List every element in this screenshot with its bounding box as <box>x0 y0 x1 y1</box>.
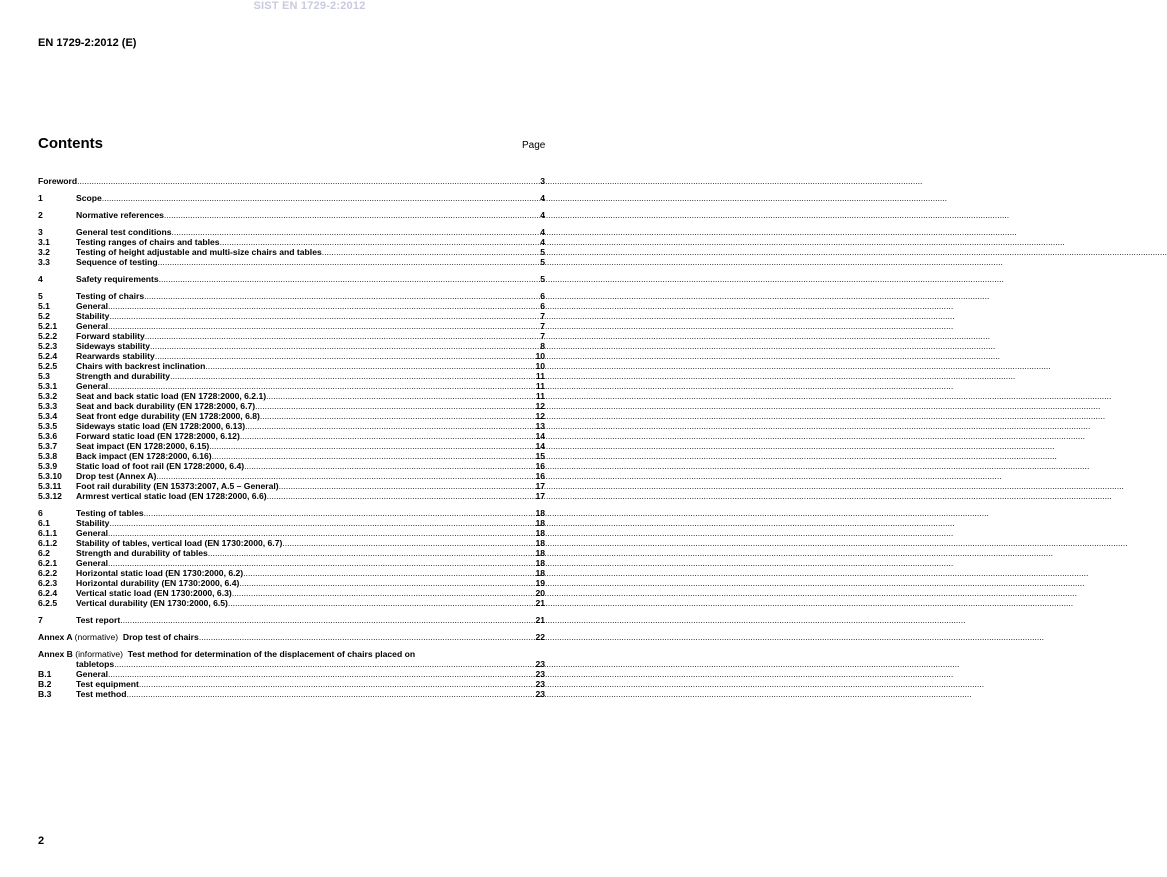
toc-entry-number: B.2 <box>38 679 52 689</box>
toc-entry-number: 5.3 <box>38 371 50 381</box>
toc-entry-title: Drop test (Annex A) <box>76 471 157 481</box>
toc-entry-title: Annex A (normative) Drop test of chairs <box>38 632 199 642</box>
toc-entry-title: Test report <box>76 615 121 625</box>
toc-entry-page: 18 <box>535 568 545 578</box>
toc-leader-dots <box>243 568 535 578</box>
toc-entry[interactable] <box>38 518 545 528</box>
toc-entry[interactable] <box>38 381 545 391</box>
toc-entry-page: 14 <box>535 431 545 441</box>
toc-entry-number: 1 <box>38 193 43 203</box>
toc-entry[interactable] <box>38 371 545 381</box>
toc-entry-number: 3 <box>38 227 43 237</box>
toc-entry-number: 5.3.6 <box>38 431 58 441</box>
toc-entry-title: Seat front edge durability (EN 1728:2000, 6.8) <box>76 411 260 421</box>
toc-entry[interactable] <box>38 598 545 608</box>
toc-entry-number: 2 <box>38 210 43 220</box>
toc-leader-dots <box>220 237 541 247</box>
toc-leader-dots <box>279 481 536 491</box>
toc-entry-title: Static load of foot rail (EN 1728:2000, 6.4) <box>76 461 245 471</box>
toc-entry-number: 6.2.4 <box>38 588 58 598</box>
toc-entry-number: 6.2.5 <box>38 598 58 608</box>
toc-entry[interactable] <box>38 548 545 558</box>
toc-entry-page: 16 <box>535 471 545 481</box>
toc-entry-page: 7 <box>540 321 545 331</box>
toc-entry-number: 5.3.5 <box>38 421 58 431</box>
toc-entry-title: Stability <box>76 518 110 528</box>
toc-entry-number: B.1 <box>38 669 52 679</box>
toc-entry-page: 8 <box>540 341 545 351</box>
toc-leader-dots <box>158 257 541 267</box>
toc-entry-page: 4 <box>540 237 545 247</box>
toc-leader-dots <box>108 301 540 311</box>
toc-entry-page: 21 <box>535 598 545 608</box>
toc-entry[interactable] <box>38 193 545 203</box>
toc-leader-dots <box>108 381 536 391</box>
toc-entry[interactable] <box>38 227 545 237</box>
toc-entry[interactable] <box>38 257 545 267</box>
toc-entry-number: 5.2.4 <box>38 351 58 361</box>
toc-entry-title: Strength and durability <box>76 371 171 381</box>
toc-leader-dots <box>164 210 540 220</box>
page-number: 2 <box>38 835 45 847</box>
toc-entry-title: General test conditions <box>76 227 172 237</box>
toc-entry[interactable] <box>38 451 545 461</box>
toc-entry[interactable] <box>38 568 545 578</box>
toc-entry-title: Seat and back static load (EN 1728:2000, 6.2.1) <box>76 391 267 401</box>
toc-entry[interactable] <box>38 528 545 538</box>
toc-entry-page: 10 <box>535 361 545 371</box>
toc-entry-page: 17 <box>535 481 545 491</box>
toc-entry-page: 18 <box>535 558 545 568</box>
document-id: EN 1729-2:2012 (E) <box>38 37 137 49</box>
toc-leader-dots <box>209 441 535 451</box>
toc-entry-number: 5.3.10 <box>38 471 62 481</box>
table-of-contents <box>38 176 545 699</box>
toc-leader-dots <box>170 371 536 381</box>
toc-entry-title: Stability <box>76 311 110 321</box>
toc-entry-number: 5.3.3 <box>38 401 58 411</box>
toc-entry-title: Seat impact (EN 1728:2000, 6.15) <box>76 441 210 451</box>
toc-leader-dots <box>108 321 540 331</box>
toc-entry-title: Sideways stability <box>76 341 151 351</box>
toc-entry-title: Testing of chairs <box>76 291 145 301</box>
toc-entry-title: Normative references <box>76 210 164 220</box>
toc-entry[interactable] <box>38 291 545 301</box>
toc-entry-title: Scope <box>76 193 102 203</box>
toc-entry-number: 5.3.9 <box>38 461 58 471</box>
toc-leader-dots <box>244 461 535 471</box>
toc-entry-number: 7 <box>38 615 43 625</box>
toc-leader-dots <box>77 176 540 186</box>
toc-entry-page: 18 <box>535 538 545 548</box>
toc-entry[interactable] <box>38 311 545 321</box>
toc-leader-dots <box>239 578 535 588</box>
toc-entry-title: Sideways static load (EN 1728:2000, 6.13) <box>76 421 246 431</box>
toc-entry-title: Testing of height adjustable and multi-size chairs and tables <box>76 247 322 257</box>
toc-leader-dots <box>108 669 535 679</box>
toc-entry[interactable] <box>38 351 545 361</box>
toc-entry-title: Test method <box>76 689 127 699</box>
toc-entry-page: 18 <box>535 548 545 558</box>
toc-entry-number: 6 <box>38 508 43 518</box>
toc-entry[interactable] <box>38 578 545 588</box>
toc-entry-title: Forward static load (EN 1728:2000, 6.12) <box>76 431 240 441</box>
toc-entry-title: Horizontal durability (EN 1730:2000, 6.4) <box>76 578 240 588</box>
toc-entry-page: 10 <box>535 351 545 361</box>
toc-entry-page: 4 <box>540 193 545 203</box>
toc-entry-title: Forward stability <box>76 331 145 341</box>
toc-entry-number: 5.3.12 <box>38 491 62 501</box>
toc-entry[interactable] <box>38 588 545 598</box>
toc-entry-number: 5.3.1 <box>38 381 58 391</box>
toc-entry-title: Foot rail durability (EN 15373:2007, A.5 – General) <box>76 481 279 491</box>
toc-leader-dots <box>155 351 536 361</box>
toc-leader-dots <box>139 679 536 689</box>
toc-entry[interactable] <box>38 237 545 247</box>
toc-leader-dots <box>245 421 535 431</box>
toc-entry-title: Chairs with backrest inclination <box>76 361 206 371</box>
toc-entry-page: 4 <box>540 227 545 237</box>
toc-entry[interactable] <box>38 689 545 699</box>
toc-entry[interactable] <box>38 421 545 431</box>
toc-leader-dots <box>144 508 536 518</box>
toc-entry[interactable] <box>38 331 545 341</box>
toc-leader-dots <box>114 659 535 669</box>
toc-leader-dots <box>156 471 535 481</box>
toc-entry-page: 12 <box>535 411 545 421</box>
toc-entry-number: 5 <box>38 291 43 301</box>
toc-entry-page: 4 <box>540 210 545 220</box>
toc-entry-title: Testing of tables <box>76 508 144 518</box>
toc-entry-title: Testing ranges of chairs and tables <box>76 237 220 247</box>
toc-leader-dots <box>172 227 541 237</box>
toc-entry-page: 20 <box>535 588 545 598</box>
toc-leader-dots <box>150 341 540 351</box>
toc-entry[interactable] <box>38 461 545 471</box>
toc-entry[interactable] <box>38 274 545 284</box>
toc-entry-title: Strength and durability of tables <box>76 548 208 558</box>
toc-entry-page: 5 <box>540 247 545 257</box>
toc-entry-number: 3.1 <box>38 237 50 247</box>
toc-entry-page: 21 <box>535 615 545 625</box>
toc-leader-dots <box>108 528 535 538</box>
toc-leader-dots <box>126 689 535 699</box>
toc-entry-page: 3 <box>540 176 545 186</box>
toc-entry-number: 5.3.2 <box>38 391 58 401</box>
toc-entry-title: Foreword <box>38 176 78 186</box>
toc-entry-number: 5.2.5 <box>38 361 58 371</box>
toc-leader-dots <box>159 274 541 284</box>
toc-leader-dots <box>232 588 536 598</box>
toc-leader-dots <box>145 331 540 341</box>
toc-entry-page: 23 <box>535 679 545 689</box>
toc-entry[interactable] <box>38 669 545 679</box>
toc-entry-number: 6.2.3 <box>38 578 58 588</box>
toc-entry-page: 7 <box>540 311 545 321</box>
toc-leader-dots <box>199 632 536 642</box>
toc-entry-page: 19 <box>535 578 545 588</box>
toc-entry[interactable] <box>38 210 545 220</box>
toc-entry-number: 5.3.11 <box>38 481 62 491</box>
toc-leader-dots <box>109 311 540 321</box>
toc-entry-number: 6.2.1 <box>38 558 58 568</box>
toc-entry-page: 7 <box>540 331 545 341</box>
toc-entry[interactable] <box>38 361 545 371</box>
toc-entry-title: Safety requirements <box>76 274 159 284</box>
toc-leader-dots <box>144 291 540 301</box>
toc-entry[interactable] <box>38 491 545 501</box>
toc-entry[interactable] <box>38 481 545 491</box>
toc-leader-dots <box>240 431 536 441</box>
toc-leader-dots <box>228 598 536 608</box>
toc-entry-title: General <box>76 381 109 391</box>
toc-entry-title: Sequence of testing <box>76 257 158 267</box>
toc-entry-title: General <box>76 301 109 311</box>
toc-entry[interactable] <box>38 411 545 421</box>
toc-entry-page: 13 <box>535 421 545 431</box>
toc-entry[interactable] <box>38 321 545 331</box>
toc-entry-annex-b-cont[interactable] <box>38 659 545 669</box>
toc-entry[interactable] <box>38 508 545 518</box>
toc-entry[interactable] <box>38 247 545 257</box>
toc-leader-dots <box>212 451 536 461</box>
toc-entry-number: 5.1 <box>38 301 50 311</box>
toc-leader-dots <box>109 518 535 528</box>
toc-entry[interactable] <box>38 471 545 481</box>
toc-entry-page: 17 <box>535 491 545 501</box>
toc-entry-page: 11 <box>535 391 545 401</box>
toc-entry-title: Back impact (EN 1728:2000, 6.16) <box>76 451 212 461</box>
toc-entry-number: 6.1.1 <box>38 528 58 538</box>
toc-entry-title: Stability of tables, vertical load (EN 1730:2000, 6.7) <box>76 538 283 548</box>
toc-entry-number: 6.1 <box>38 518 50 528</box>
toc-entry-number: B.3 <box>38 689 52 699</box>
toc-entry-title: General <box>76 669 109 679</box>
toc-entry-number: 5.3.7 <box>38 441 58 451</box>
toc-entry-page: 11 <box>535 381 545 391</box>
toc-entry-number: 5.2 <box>38 311 50 321</box>
toc-entry-number: 6.2 <box>38 548 50 558</box>
toc-leader-dots <box>282 538 535 548</box>
toc-entry-number: 4 <box>38 274 43 284</box>
toc-entry-number: 5.3.8 <box>38 451 58 461</box>
toc-leader-dots <box>208 548 536 558</box>
toc-entry-number: 5.2.2 <box>38 331 58 341</box>
toc-entry-title: Rearwards stability <box>76 351 155 361</box>
toc-entry-page: 18 <box>535 528 545 538</box>
toc-entry-number: 3.2 <box>38 247 50 257</box>
toc-entry-page: 5 <box>540 274 545 284</box>
toc-leader-dots <box>260 411 536 421</box>
toc-entry-page: 11 <box>535 371 545 381</box>
toc-leader-dots <box>266 391 536 401</box>
toc-entry-page: 23 <box>535 669 545 679</box>
toc-leader-dots <box>120 615 535 625</box>
toc-entry-page: 23 <box>535 689 545 699</box>
toc-entry-title: General <box>76 558 109 568</box>
toc-entry-title: Test equipment <box>76 679 139 689</box>
toc-entry[interactable] <box>38 431 545 441</box>
toc-entry-number: 6.1.2 <box>38 538 58 548</box>
toc-entry[interactable] <box>38 301 545 311</box>
toc-entry-page: 18 <box>535 508 545 518</box>
toc-entry-number: 5.2.3 <box>38 341 58 351</box>
toc-entry-title: Horizontal static load (EN 1730:2000, 6.2) <box>76 568 244 578</box>
toc-entry-title: tabletops <box>76 659 115 669</box>
toc-entry[interactable] <box>38 341 545 351</box>
toc-entry-title: Vertical durability (EN 1730:2000, 6.5) <box>76 598 228 608</box>
toc-entry-page: 14 <box>535 441 545 451</box>
toc-entry-title: Seat and back durability (EN 1728:2000, 6.7) <box>76 401 256 411</box>
contents-title: Contents <box>38 135 103 152</box>
toc-entry[interactable] <box>38 558 545 568</box>
toc-entry-page: 16 <box>535 461 545 471</box>
toc-entry-title: General <box>76 321 109 331</box>
toc-entry-page: 5 <box>540 257 545 267</box>
toc-leader-dots <box>255 401 535 411</box>
toc-entry[interactable] <box>38 176 545 186</box>
toc-entry[interactable] <box>38 615 545 625</box>
toc-entry-title: General <box>76 528 109 538</box>
toc-leader-dots <box>205 361 535 371</box>
page-column-label: Page <box>522 140 546 151</box>
watermark: SIST EN 1729-2:2012 <box>253 0 366 12</box>
toc-entry-page: 6 <box>540 291 545 301</box>
toc-entry-number: 5.3.4 <box>38 411 58 421</box>
toc-entry-page: 15 <box>535 451 545 461</box>
toc-entry[interactable] <box>38 679 545 689</box>
toc-entry-annex-a[interactable] <box>38 632 545 642</box>
toc-entry-page: 23 <box>535 659 545 669</box>
toc-entry-number: 5.2.1 <box>38 321 58 331</box>
toc-leader-dots <box>322 247 540 257</box>
toc-entry-number: 6.2.2 <box>38 568 58 578</box>
toc-entry-title: Armrest vertical static load (EN 1728:2000, 6.6) <box>76 491 267 501</box>
toc-entry-page: 18 <box>535 518 545 528</box>
toc-entry[interactable] <box>38 391 545 401</box>
toc-entry-title: Annex B (informative) Test method for determination of the displacement of chairs placed on <box>38 649 416 659</box>
toc-entry[interactable] <box>38 538 545 548</box>
toc-entry-title: Vertical static load (EN 1730:2000, 6.3) <box>76 588 232 598</box>
toc-entry-number: 3.3 <box>38 257 50 267</box>
toc-entry-page: 6 <box>540 301 545 311</box>
toc-leader-dots <box>108 558 535 568</box>
toc-entry-annex-b[interactable] <box>38 649 545 659</box>
toc-leader-dots <box>102 193 540 203</box>
toc-entry-page: 12 <box>535 401 545 411</box>
toc-entry[interactable] <box>38 401 545 411</box>
toc-leader-dots <box>267 491 536 501</box>
toc-entry[interactable] <box>38 441 545 451</box>
toc-entry-page: 22 <box>535 632 545 642</box>
